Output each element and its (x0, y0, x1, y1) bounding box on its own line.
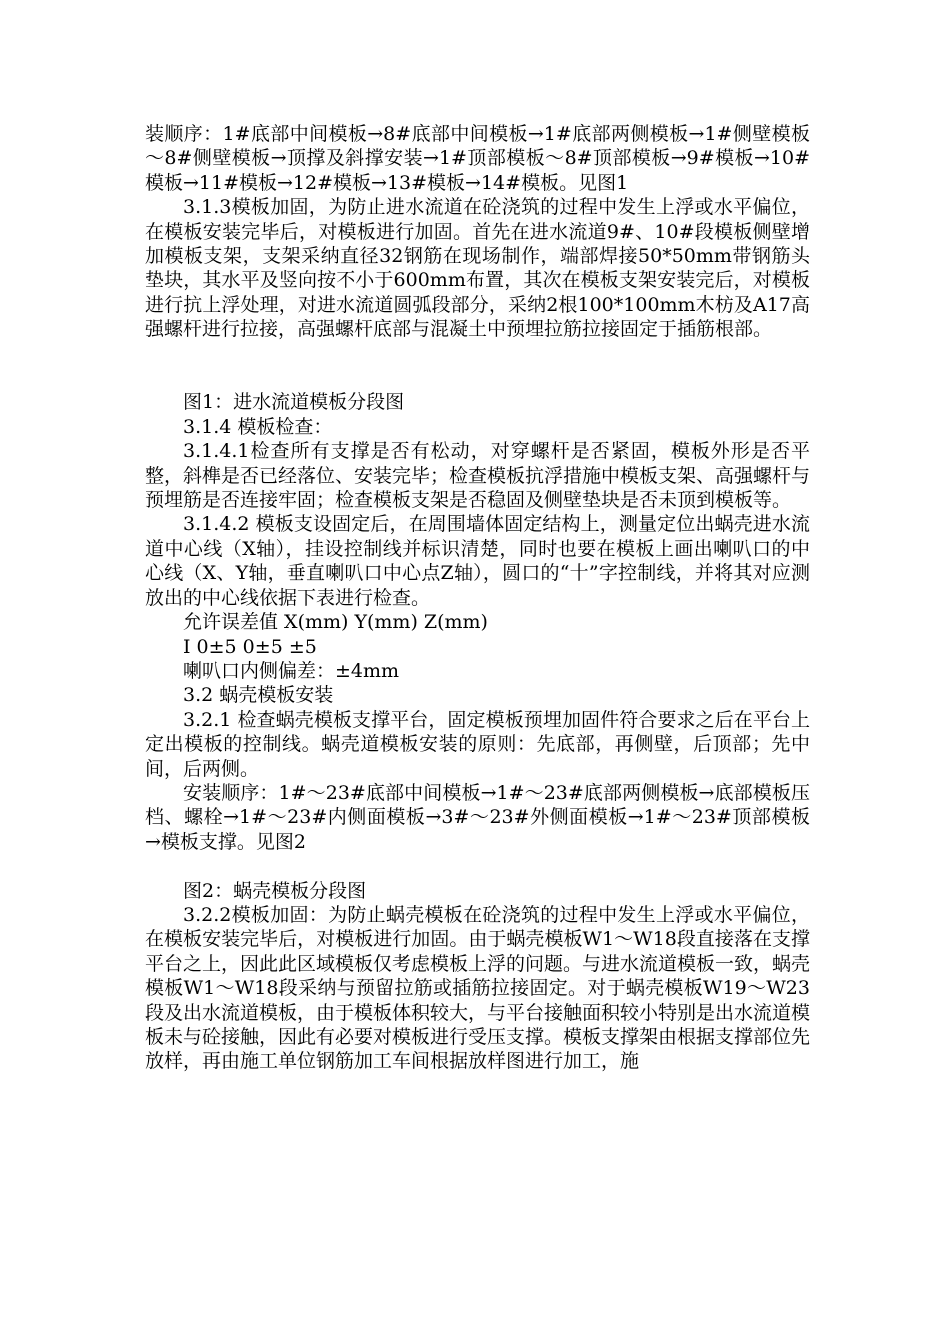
paragraph-3-2-2: 3.2.2模板加固：为防止蜗壳模板在砼浇筑的过程中发生上浮或水平偏位，在模板安装完毕后，对模板进行加固。由于蜗壳模板W1～W18段直接落在支撑平台之上，因此此区域模板仅考虑模板上浮的问题。与进水流道模板一致，蜗壳模板W1～W18段采纳与预留拉筋或插筋拉接固定。对于蜗壳模板W19～W23段及出水流道模板，由于模板体积较大，与平台接触面积较小特别是出水流道模板未与砼接触，因此有必要对模板进行受压支撑。模板支撑架由根据支撑部位先放样，再由施工单位钢筋加工车间根据放样图进行加工，施 (145, 903, 811, 1073)
paragraph-3-2-1: 3.2.1 检查蜗壳模板支撑平台，固定模板预埋加固件符合要求之后在平台上定出模板的控制线。蜗壳道模板安装的原则：先底部，再侧壁，后顶部；先中间，后两侧。 (145, 708, 810, 780)
tolerance-row: Ⅰ 0±5 0±5 ±5 (183, 635, 317, 658)
trumpet-deviation: 喇叭口内侧偏差：±4mm (183, 659, 400, 682)
paragraph-3-1-4-2: 3.1.4.2 模板支设固定后，在周围墙体固定结构上，测量定位出蜗壳进水流道中心线（X轴），挂设控制线并标识清楚，同时也要在模板上画出喇叭口的中心线（X、Y轴，垂直喇叭口中心点Z轴），圆口的“十”字控制线，并将其对应测放出的中心线依据下表进行检查。 (145, 513, 810, 609)
figure-1-caption: 图1：进水流道模板分段图 (183, 391, 405, 414)
heading-3-1-4: 3.1.4 模板检查： (183, 415, 333, 438)
document-body (145, 122, 810, 1074)
figure-2-caption: 图2：蜗壳模板分段图 (183, 879, 367, 902)
figure-2-space (145, 854, 810, 878)
figure-1-space (145, 342, 810, 391)
heading-3-2: 3.2 蜗壳模板安装 (183, 684, 334, 707)
paragraph-3-1-3: 3.1.3模板加固，为防止进水流道在砼浇筑的过程中发生上浮或水平偏位，在模板安装完毕后，对模板进行加固。首先在进水流道9#、10#段模板侧壁增加模板支架，支架采纳直径32钢筋在现场制作，端部焊接50*50mm带钢筋头垫块，其水平及竖向按不小于600mm布置，其次在模板支架安装完后，对模板进行抗上浮处理，对进水流道圆弧段部分，采纳2根100*100mm木枋及A17高强螺杆进行拉接，高强螺杆底部与混凝土中预埋拉筋拉接固定于插筋根部。 (145, 196, 810, 341)
paragraph-install-order-2: 安装顺序：1#～23#底部中间模板→1#～23#底部两侧模板→底部模板压档、螺栓→1#～23#内侧面模板→3#～23#外侧面模板→1#～23#顶部模板→模板支撑。见图2 (145, 781, 810, 853)
paragraph-3-1-4-1: 3.1.4.1检查所有支撑是否有松动，对穿螺杆是否紧固，模板外形是否平整，斜榫是否已经落位、安装完毕；检查模板抗浮措施中模板支架、高强螺杆与预埋筋是否连接牢固；检查模板支架是否稳固及侧壁垫块是否未顶到模板等。 (145, 440, 811, 512)
paragraph-install-order-1: 装顺序：1#底部中间模板→8#底部中间模板→1#底部两侧模板→1#侧壁模板～8#侧壁模板→顶撑及斜撑安装→1#顶部模板～8#顶部模板→9#模板→10#模板→11#模板→12#模板→13#模板→14#模板。见图1 (145, 123, 810, 194)
tolerance-header: 允许误差值 X(mm) Y(mm) Z(mm) (183, 611, 488, 634)
